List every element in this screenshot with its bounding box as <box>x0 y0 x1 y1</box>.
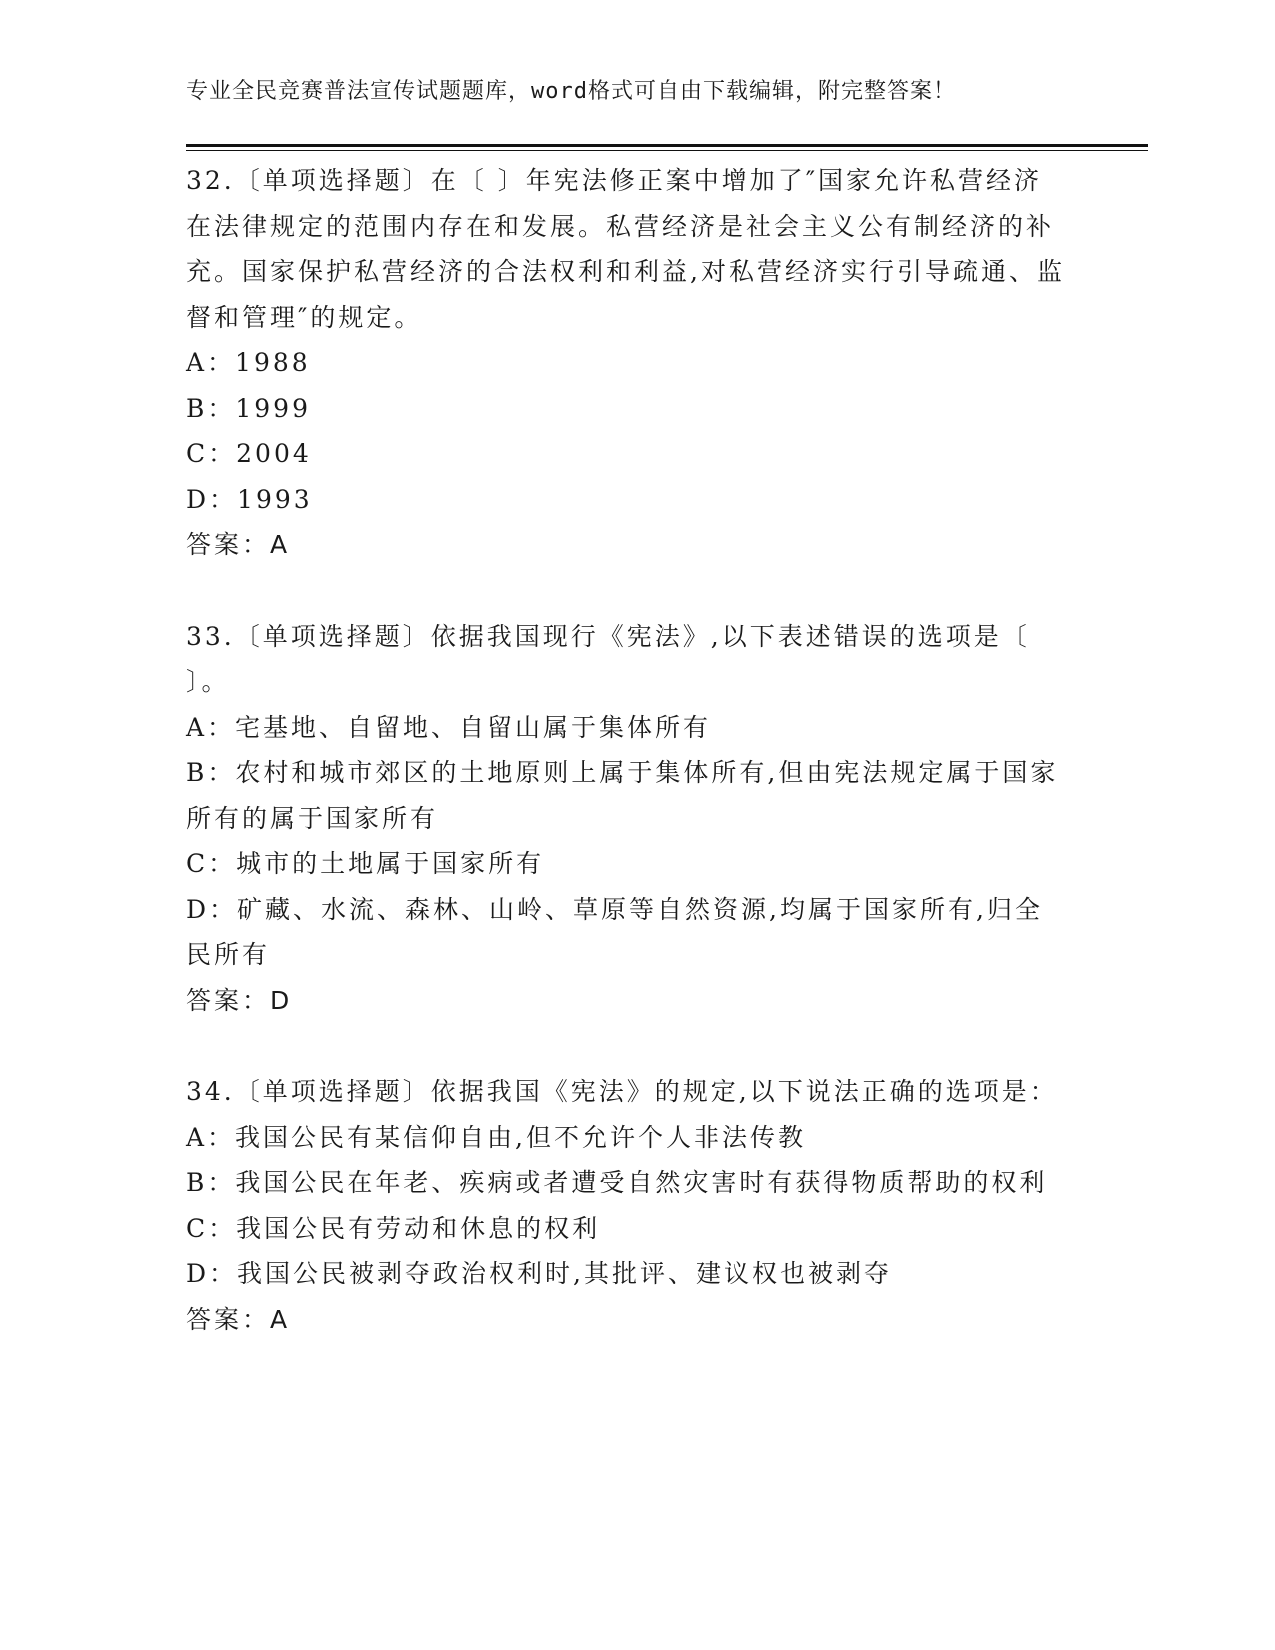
option-c: C：城市的土地属于国家所有 <box>186 849 545 878</box>
question-stem: 32.〔单项选择题〕在〔 〕年宪法修正案中增加了″国家允许私营经济在法律规定的范围内存在和发展。私营经济是社会主义公有制经济的补充。国家保护私营经济的合法权利和利益,对私营经济实行引导疏通、监督和管理″的规定。 <box>186 166 1065 332</box>
option-b: B：农村和城市郊区的土地原则上属于集体所有,但由宪法规定属于国家所有的属于国家所有 <box>186 758 1059 833</box>
answer-line: 答案：A <box>186 1304 291 1334</box>
option-a: A：宅基地、自留地、自留山属于集体所有 <box>186 712 712 742</box>
question-stem: 34.〔单项选择题〕依据我国《宪法》的规定,以下说法正确的选项是： <box>186 1077 1058 1106</box>
question-33 <box>186 614 1066 1024</box>
question-stem: 33.〔单项选择题〕依据我国现行《宪法》,以下表述错误的选项是〔 〕。 <box>186 621 1030 696</box>
option-b: B：1999 <box>186 393 311 423</box>
question-list <box>186 158 1066 1342</box>
option-c: C：我国公民有劳动和休息的权利 <box>186 1213 601 1243</box>
answer-line: 答案：A <box>186 530 291 559</box>
option-d: D：1993 <box>186 484 313 514</box>
question-34 <box>186 1069 1066 1342</box>
answer-line: 答案：D <box>186 985 293 1015</box>
header-divider-thin <box>186 150 1148 151</box>
option-c: C：2004 <box>186 439 312 468</box>
option-b: B：我国公民在年老、疾病或者遭受自然灾害时有获得物质帮助的权利 <box>186 1168 1048 1197</box>
option-d: D：矿藏、水流、森林、山岭、草原等自然资源,均属于国家所有,归全民所有 <box>186 894 1043 969</box>
page-header: 专业全民竞赛普法宣传试题题库，word格式可自由下载编辑，附完整答案！ <box>186 79 956 104</box>
option-a: A：1988 <box>186 348 311 377</box>
question-32 <box>186 158 1066 568</box>
option-d: D：我国公民被剥夺政治权利时,其批评、建议权也被剥夺 <box>186 1259 892 1288</box>
header-divider-thick <box>186 144 1148 147</box>
option-a: A：我国公民有某信仰自由,但不允许个人非法传教 <box>186 1122 807 1152</box>
